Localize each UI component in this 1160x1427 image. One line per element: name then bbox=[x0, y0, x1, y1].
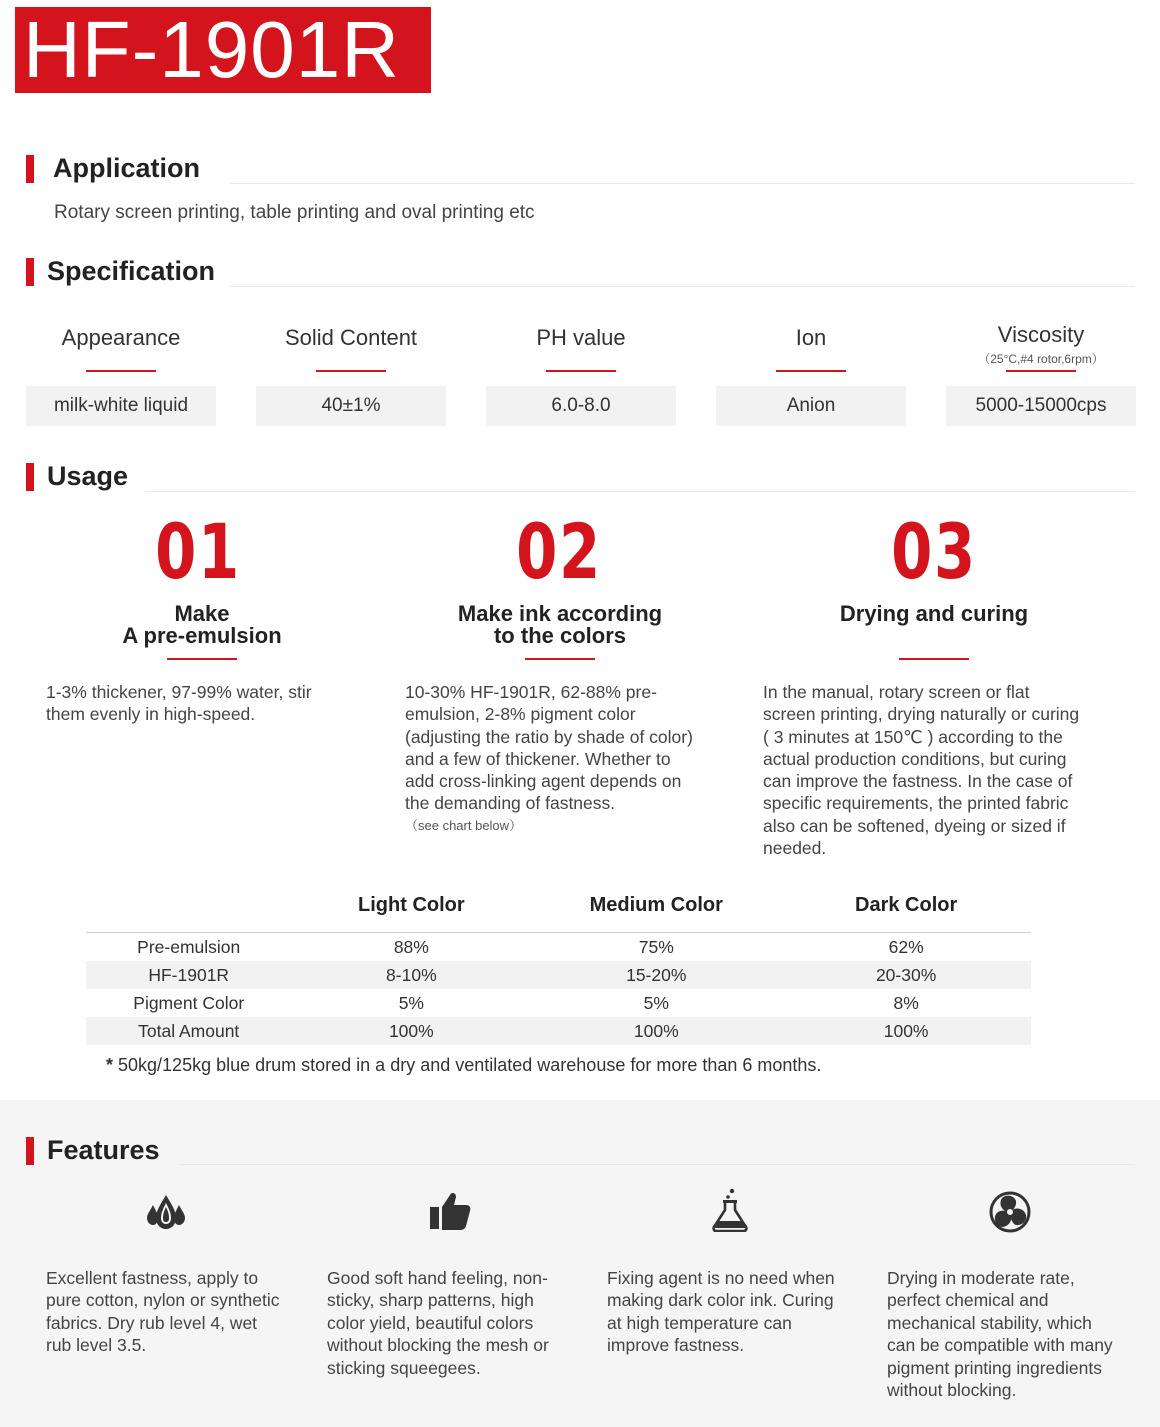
step-title: Make bbox=[174, 601, 230, 626]
section-marker bbox=[26, 463, 34, 491]
table-cell: 75% bbox=[638, 936, 674, 957]
feature-description-line: mechanical stability, which bbox=[887, 1312, 1092, 1333]
feature-description-line: sticking squeegees. bbox=[327, 1357, 481, 1378]
feature-description-line: color yield, beautiful colors bbox=[327, 1312, 534, 1333]
step-underline bbox=[167, 658, 237, 660]
table-row bbox=[86, 1017, 1031, 1045]
spec-label: Ion bbox=[795, 325, 827, 350]
section-divider bbox=[230, 286, 1135, 287]
section-divider bbox=[230, 183, 1135, 184]
spec-value: 6.0-8.0 bbox=[486, 386, 676, 426]
spec-value: milk-white liquid bbox=[26, 386, 216, 426]
step-number: 02 bbox=[516, 507, 602, 596]
step-description-line: (adjusting the ratio by shade of color) bbox=[405, 726, 693, 747]
table-cell: 100% bbox=[291, 1017, 531, 1045]
table-header-cell: Light Color bbox=[358, 893, 465, 916]
table-header-cell: Medium Color bbox=[589, 893, 723, 916]
feature-description-line: fabrics. Dry rub level 4, wet bbox=[46, 1312, 258, 1333]
table-cell: 8% bbox=[893, 992, 919, 1013]
mix-ratio-table bbox=[86, 878, 1031, 1045]
spec-label: Solid Content bbox=[284, 325, 418, 350]
feature-description-line: improve fastness. bbox=[607, 1335, 745, 1356]
table-cell: Pre-emulsion bbox=[137, 936, 241, 957]
table-cell: 20-30% bbox=[781, 961, 1031, 989]
step-title-line2: A pre-emulsion bbox=[122, 623, 282, 648]
feature-description bbox=[327, 1267, 582, 1379]
step-description-line: add cross-linking agent depends on bbox=[405, 771, 682, 792]
product-title: HF-1901R bbox=[15, 7, 431, 93]
feature-description-line: Drying in moderate rate, bbox=[887, 1268, 1075, 1288]
feature-description-line: Excellent fastness, apply to bbox=[46, 1268, 259, 1288]
table-cell: 62% bbox=[888, 936, 924, 957]
section-marker bbox=[26, 1137, 34, 1165]
step-description-line: ( 3 minutes at 150℃ ) according to the bbox=[763, 726, 1063, 747]
table-cell: 5% bbox=[643, 992, 669, 1013]
feature-description bbox=[46, 1267, 301, 1357]
spec-underline bbox=[86, 370, 156, 372]
step-description-line: specific requirements, the printed fabric bbox=[763, 793, 1069, 814]
section-divider bbox=[180, 1164, 1135, 1165]
section-divider bbox=[145, 491, 1135, 492]
step-title: Drying and curing bbox=[839, 601, 1029, 626]
feature-description-line: pure cotton, nylon or synthetic bbox=[46, 1290, 280, 1311]
feature-description bbox=[887, 1267, 1142, 1401]
step-description bbox=[763, 681, 1079, 859]
table-cell: 100% bbox=[781, 1017, 1031, 1045]
step-underline bbox=[525, 658, 595, 660]
thumbs-up-icon bbox=[428, 1189, 472, 1233]
note-marker: * bbox=[106, 1055, 114, 1075]
table-header-row bbox=[86, 878, 1031, 933]
section-marker bbox=[26, 155, 34, 183]
step-title-line2: to the colors bbox=[493, 623, 626, 648]
spec-underline bbox=[316, 370, 386, 372]
table-cell: 100% bbox=[531, 1017, 781, 1045]
step-description-line: actual production conditions, but curing bbox=[763, 748, 1067, 769]
step-description-line: and a few of thickener. Whether to bbox=[405, 748, 671, 769]
step-description-line: 1-3% thickener, 97-99% water, stir bbox=[46, 682, 312, 702]
spec-label: Viscosity bbox=[997, 322, 1085, 347]
usage-heading: Usage bbox=[47, 461, 129, 491]
step-description-line: also can be softened, dyeing or sized if bbox=[763, 815, 1066, 836]
step-underline bbox=[899, 658, 969, 660]
table-header-cell: Dark Color bbox=[855, 893, 958, 916]
feature-description-line: without blocking. bbox=[887, 1380, 1017, 1401]
feature-description bbox=[607, 1267, 862, 1357]
step-description-line: emulsion, 2-8% pigment color bbox=[405, 704, 636, 725]
table-cell: 15-20% bbox=[531, 961, 781, 989]
section-marker bbox=[26, 258, 34, 286]
swirl-icon bbox=[988, 1190, 1032, 1234]
table-cell: Pigment Color bbox=[133, 992, 245, 1013]
feature-description-line: can be compatible with many bbox=[887, 1335, 1113, 1356]
feature-description-line: sticky, sharp patterns, high bbox=[327, 1290, 534, 1311]
application-heading: Application bbox=[53, 153, 200, 183]
spec-value: Anion bbox=[716, 386, 906, 426]
step-description-line: 10-30% HF-1901R, 62-88% pre- bbox=[405, 682, 657, 702]
table-row bbox=[86, 989, 1031, 1017]
spec-label: Appearance bbox=[61, 325, 181, 350]
specification-heading: Specification bbox=[47, 256, 216, 286]
spec-label: PH value bbox=[536, 325, 626, 350]
flask-icon bbox=[708, 1188, 752, 1232]
table-cell: 5% bbox=[398, 992, 424, 1013]
feature-description-line: pigment printing ingredients bbox=[887, 1357, 1102, 1378]
table-cell: 88% bbox=[393, 936, 429, 957]
feature-description-line: Fixing agent is no need when bbox=[607, 1268, 835, 1288]
step-description-line: the demanding of fastness. bbox=[405, 793, 616, 814]
step-title: Make ink according bbox=[457, 601, 663, 626]
storage-note bbox=[106, 1055, 821, 1076]
feature-description-line: rub level 3.5. bbox=[46, 1335, 147, 1356]
step-description-line: screen printing, drying naturally or curing bbox=[763, 704, 1080, 725]
step-description-line: needed. bbox=[763, 838, 827, 859]
note-text: 50kg/125kg blue drum stored in a dry and ventilated warehouse for more than 6 months. bbox=[113, 1055, 822, 1075]
spec-sublabel: （25°C,#4 rotor,6rpm） bbox=[978, 352, 1104, 366]
spec-underline bbox=[776, 370, 846, 372]
step-description-line: In the manual, rotary screen or flat bbox=[763, 682, 1030, 702]
feature-description-line: without blocking the mesh or bbox=[327, 1335, 549, 1356]
feature-description-line: perfect chemical and bbox=[887, 1290, 1049, 1311]
spec-underline bbox=[546, 370, 616, 372]
table-cell: 8-10% bbox=[291, 961, 531, 989]
step-description-line: them evenly in high-speed. bbox=[46, 704, 256, 725]
table-row bbox=[86, 933, 1031, 962]
spec-value: 5000-15000cps bbox=[946, 386, 1136, 426]
step-description-line: can improve the fastness. In the case of bbox=[763, 771, 1073, 792]
table-header-cell bbox=[86, 878, 291, 933]
feature-description-line: making dark color ink. Curing bbox=[607, 1290, 834, 1311]
step-number: 03 bbox=[891, 507, 977, 596]
step-number: 01 bbox=[155, 507, 241, 596]
step-note: （see chart below） bbox=[405, 817, 523, 833]
feature-description-line: at high temperature can bbox=[607, 1312, 792, 1333]
application-text: Rotary screen printing, table printing and oval printing etc bbox=[54, 202, 535, 223]
features-heading: Features bbox=[47, 1135, 160, 1165]
spec-underline bbox=[1006, 370, 1076, 372]
feature-description-line: Good soft hand feeling, non- bbox=[327, 1268, 548, 1288]
step-description bbox=[46, 681, 312, 726]
spec-value: 40±1% bbox=[256, 386, 446, 426]
step-description bbox=[405, 681, 693, 837]
table-row bbox=[86, 961, 1031, 989]
table-cell: Total Amount bbox=[86, 1017, 291, 1045]
table-cell: HF-1901R bbox=[86, 961, 291, 989]
water-drops-icon bbox=[144, 1191, 188, 1235]
